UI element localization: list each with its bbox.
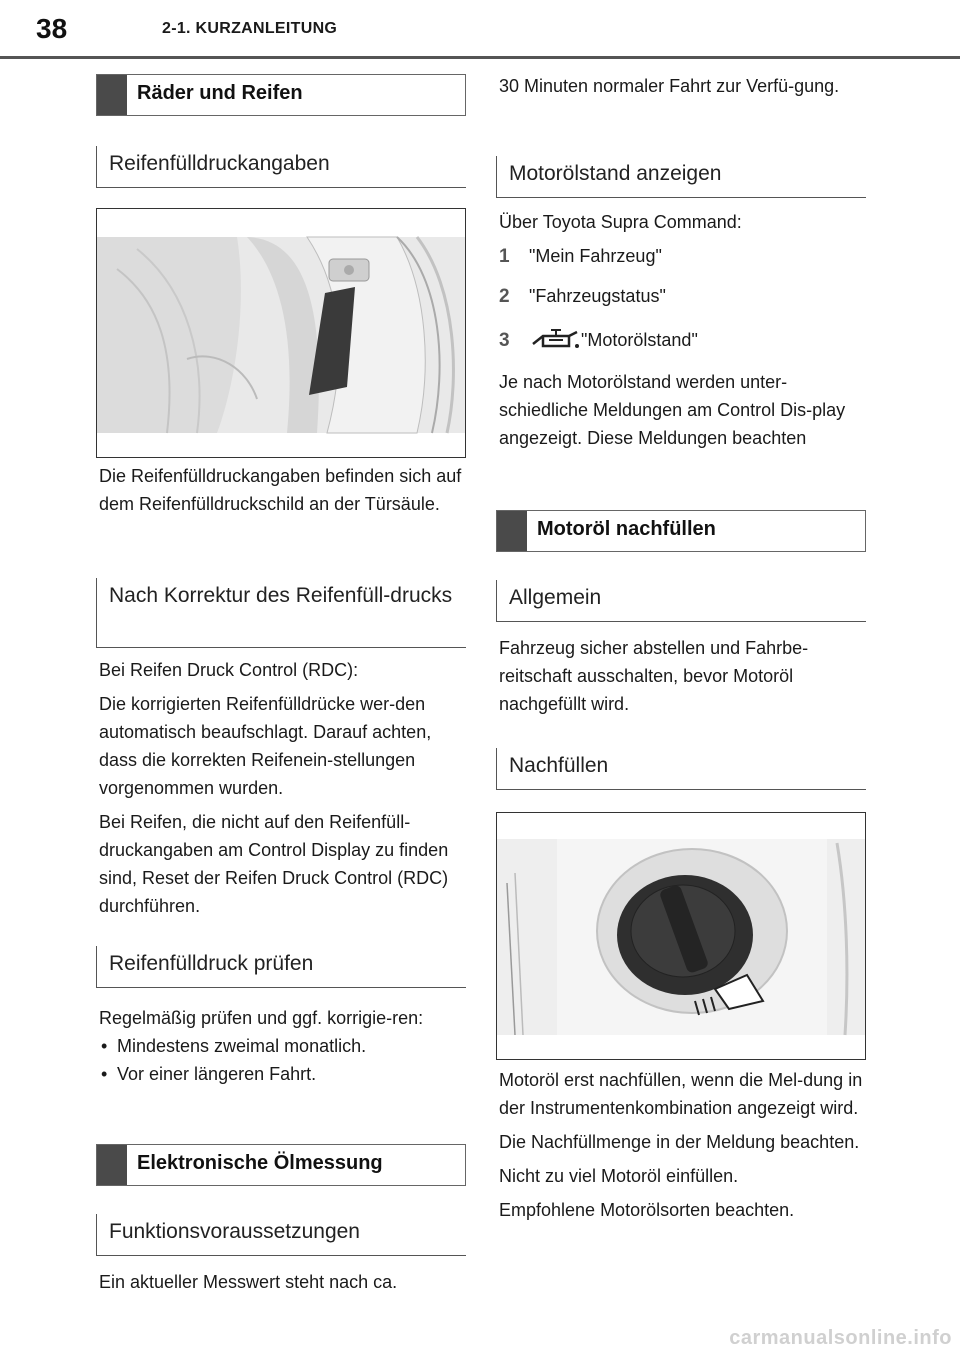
subheading-nach-korrektur: Nach Korrektur des Reifenfüll-drucks (96, 578, 466, 648)
paragraph-nachfuellen-block (499, 1066, 864, 1224)
step-text: "Fahrzeugstatus" (529, 286, 666, 306)
paragraph-rdc-label: Bei Reifen Druck Control (RDC): (99, 660, 359, 680)
subheading-motoroelstand-anzeigen: Motorölstand anzeigen (496, 156, 866, 198)
step-number: 1 (499, 246, 510, 267)
step-2 (499, 282, 666, 311)
step-number: 3 (499, 330, 510, 351)
page-header (0, 0, 960, 60)
page-number: 38 (36, 13, 68, 44)
subheading-reifenfuelldruck-pruefen: Reifenfülldruck prüfen (96, 946, 466, 988)
step-3 (499, 326, 698, 355)
heading-motoroel-nachfuellen (496, 510, 866, 552)
paragraph-abstellen: Fahrzeug sicher abstellen und Fahrbe-reitschaft ausschalten, bevor Motoröl nachgefüllt wird. (499, 638, 809, 714)
watermark: carmanualsonline.info (729, 1327, 952, 1349)
heading-raeder-reifen (96, 74, 466, 116)
paragraph-rdc-automatic: Die korrigierten Reifenfülldrücke wer-den automatisch beaufschlagt. Darauf achten, dass die korrekten Reifenein-stellungen vorgenommen wurden. (99, 694, 432, 798)
list-item: • Vor einer längeren Fahrt. (99, 1060, 464, 1088)
list-item: • Mindestens zweimal monatlich. (99, 1032, 464, 1060)
step-text: "Motorölstand" (581, 330, 698, 350)
paragraph-nachfuellmenge: Die Nachfüllmenge in der Meldung beachten. (499, 1132, 860, 1152)
step-1 (499, 242, 662, 271)
heading-text: Elektronische Ölmessung (137, 1152, 383, 1174)
step-text: "Mein Fahrzeug" (529, 246, 662, 266)
door-pillar-illustration (97, 209, 465, 457)
heading-text: Räder und Reifen (137, 82, 303, 104)
subheading-reifenfuelldruckangaben: Reifenfülldruckangaben (96, 146, 466, 188)
paragraph-oelsorten: Empfohlene Motorölsorten beachten. (499, 1200, 795, 1220)
paragraph-fahrt-continuation: 30 Minuten normaler Fahrt zur Verfü-gung. (499, 76, 840, 96)
heading-elektronische-oelmessung (96, 1144, 466, 1186)
subheading-funktionsvoraussetzungen: Funktionsvoraussetzungen (96, 1214, 466, 1256)
paragraph-nicht-zu-viel: Nicht zu viel Motoröl einfüllen. (499, 1166, 739, 1186)
step-number: 2 (499, 286, 510, 307)
paragraph-meldungen: Je nach Motorölstand werden unter-schiedliche Meldungen am Control Dis-play angezeigt. Diese Meldungen beachten (499, 372, 846, 448)
paragraph-rdc-block (99, 656, 464, 920)
oil-cap-illustration (497, 813, 865, 1059)
door-pillar-figure (96, 208, 466, 458)
heading-bar (97, 75, 127, 115)
paragraph-meldung: Motoröl erst nachfüllen, wenn die Mel-dung in der Instrumentenkombination angezeigt wird. (499, 1070, 863, 1118)
header-rule (0, 56, 960, 59)
paragraph-reifenfuelldruck-location: Die Reifenfülldruckangaben befinden sich auf dem Reifenfülldruckschild an der Türsäule. (99, 466, 462, 514)
subheading-nachfuellen: Nachfüllen (496, 748, 866, 790)
paragraph-messwert: Ein aktueller Messwert steht nach ca. (99, 1272, 398, 1292)
paragraph-rdc-reset: Bei Reifen, die nicht auf den Reifenfüll-druckangaben am Control Display zu finden sind, Reset der Reifen Druck Control (RDC) durchführen. (99, 812, 449, 916)
heading-bar (97, 1145, 127, 1185)
paragraph-pruefen-block (99, 1004, 464, 1088)
paragraph-pruefen: Regelmäßig prüfen und ggf. korrigie-ren: (99, 1008, 424, 1028)
paragraph-supra-command: Über Toyota Supra Command: (499, 212, 742, 232)
oil-level-icon (529, 326, 581, 352)
section-label: 2-1. KURZANLEITUNG (162, 20, 338, 37)
oil-cap-figure (496, 812, 866, 1060)
heading-text: Motoröl nachfüllen (537, 518, 716, 540)
subheading-allgemein: Allgemein (496, 580, 866, 622)
heading-bar (497, 511, 527, 551)
